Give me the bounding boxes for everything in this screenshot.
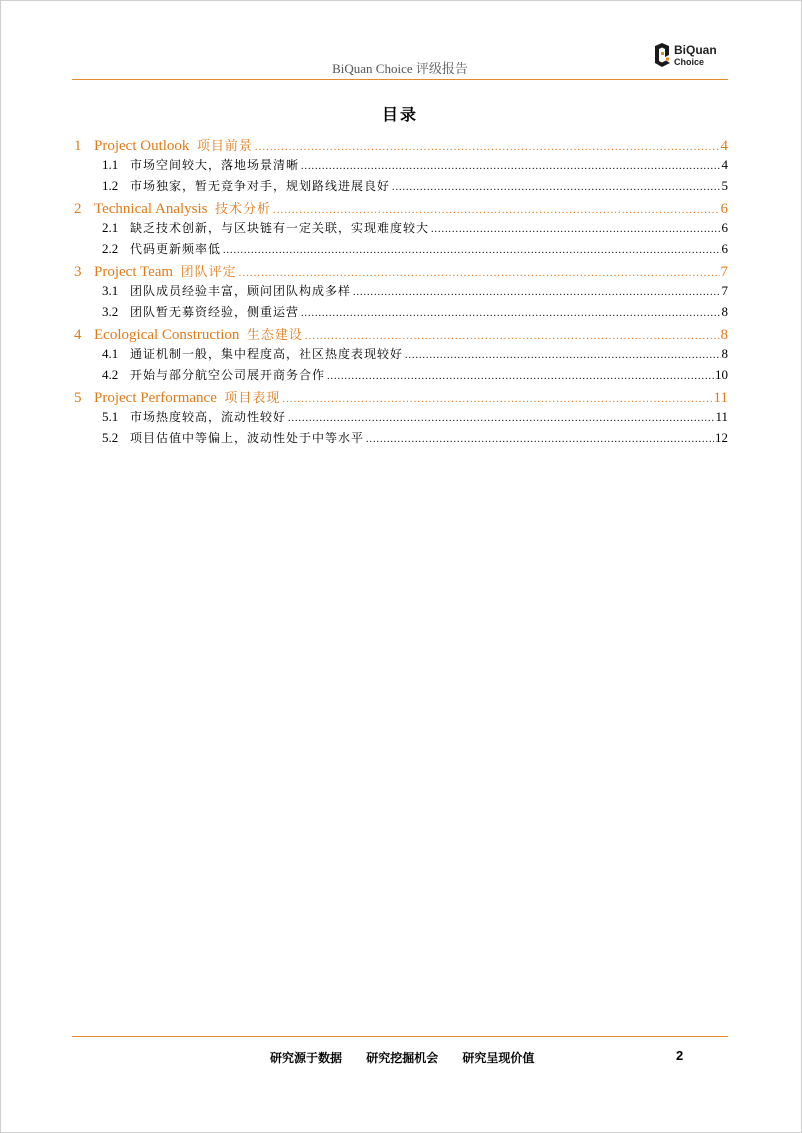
logo-text-biquan: BiQuan: [674, 43, 717, 57]
toc-entry-title: 代码更新频率低: [130, 242, 222, 256]
toc-entry-page: 6: [721, 241, 728, 256]
toc-entry-number: 3.2: [102, 304, 119, 319]
toc-entry-page: 4: [721, 157, 728, 172]
toc-entry-page: 8: [720, 327, 728, 343]
toc-entry-number: 4.1: [102, 346, 119, 361]
footer-slogans: [270, 1049, 554, 1066]
toc-leader-dots: [405, 350, 720, 361]
toc-entry-1-1[interactable]: [72, 156, 728, 177]
toc-leader-dots: [301, 308, 720, 319]
toc-entry-title: 团队成员经验丰富，顾问团队构成多样: [130, 284, 352, 298]
toc-entry-number: 3: [74, 264, 82, 280]
toc-entry-5-1[interactable]: [72, 408, 728, 429]
toc-leader-dots: [392, 182, 720, 193]
toc-entry-4-2[interactable]: [72, 366, 728, 387]
toc-entry-page: 6: [721, 220, 728, 235]
toc-entry-title: 缺乏技术创新，与区块链有一定关联，实现难度较大: [130, 221, 430, 235]
footer-slogan-2: 研究挖掘机会: [366, 1051, 439, 1065]
toc-entry-title: 项目估值中等偏上，波动性处于中等水平: [130, 431, 365, 445]
toc-entry-title: Ecological Construction 生态建设: [94, 327, 303, 343]
toc-entry-number: 1.1: [102, 157, 119, 172]
header-divider: [72, 79, 728, 80]
footer-divider: [72, 1036, 728, 1037]
toc-entry-page: 8: [721, 304, 728, 319]
footer-slogan-1: 研究源于数据: [270, 1051, 343, 1065]
toc-entry-title: 通证机制一般，集中程度高，社区热度表现较好: [130, 347, 404, 361]
toc-entry-4-1[interactable]: [72, 345, 728, 366]
toc-entry-3-2[interactable]: [72, 303, 728, 324]
toc-entry-page: 11: [715, 409, 728, 424]
toc-entry-3-1[interactable]: [72, 282, 728, 303]
toc-leader-dots: [301, 161, 720, 172]
toc-leader-dots: [239, 267, 720, 279]
toc-leader-dots: [223, 245, 720, 256]
toc-entry-page: 5: [721, 178, 728, 193]
toc-entry-2[interactable]: [72, 198, 728, 219]
toc-entry-title: Project Performance 项目表现: [94, 390, 281, 406]
toc-entry-page: 7: [721, 283, 728, 298]
toc-entry-page: 10: [715, 367, 728, 382]
toc-entry-title: 团队暂无募资经验，侧重运营: [130, 305, 300, 319]
toc-entry-number: 1: [74, 138, 82, 154]
toc-entry-title: 市场热度较高，流动性较好: [130, 410, 287, 424]
logo-text-choice: Choice: [674, 57, 705, 67]
toc-entry-page: 7: [720, 264, 728, 280]
toc-leader-dots: [288, 413, 714, 424]
toc-entry-title: 开始与部分航空公司展开商务合作: [130, 368, 326, 382]
toc-entry-5[interactable]: [72, 387, 728, 408]
toc-entry-page: 11: [713, 390, 728, 406]
toc-entry-title: Technical Analysis 技术分析: [94, 201, 272, 217]
toc-entry-number: 4.2: [102, 367, 119, 382]
toc-leader-dots: [305, 330, 720, 342]
toc-entry-4[interactable]: [72, 324, 728, 345]
biquan-logo: [651, 43, 731, 71]
toc-entry-page: 6: [720, 201, 728, 217]
toc-entry-title: 市场独家，暂无竞争对手，规划路线进展良好: [130, 179, 391, 193]
toc-entry-page: 4: [720, 138, 728, 154]
toc-entry-number: 5: [74, 390, 82, 406]
toc-leader-dots: [353, 287, 720, 298]
toc-entry-number: 4: [74, 327, 82, 343]
toc-leader-dots: [273, 204, 719, 216]
toc-entry-number: 5.1: [102, 409, 119, 424]
toc-entry-2-1[interactable]: [72, 219, 728, 240]
header-title: BiQuan Choice 评级报告: [332, 61, 468, 76]
toc-entry-3[interactable]: [72, 261, 728, 282]
toc-entry-1[interactable]: [72, 135, 728, 156]
toc-leader-dots: [282, 393, 712, 405]
toc-entry-title: Project Team 团队评定: [94, 264, 237, 280]
toc-leader-dots: [255, 141, 720, 153]
toc-entry-number: 2.1: [102, 220, 119, 235]
toc-title: 目录: [381, 105, 418, 124]
table-of-contents: [72, 135, 728, 450]
toc-entry-number: 3.1: [102, 283, 119, 298]
toc-entry-1-2[interactable]: [72, 177, 728, 198]
toc-leader-dots: [431, 224, 720, 235]
toc-entry-title: Project Outlook 项目前景: [94, 138, 253, 154]
toc-entry-2-2[interactable]: [72, 240, 728, 261]
biquan-logo-icon: [651, 43, 673, 69]
toc-leader-dots: [366, 434, 714, 445]
toc-entry-5-2[interactable]: [72, 429, 728, 450]
toc-entry-number: 1.2: [102, 178, 119, 193]
toc-entry-number: 2.2: [102, 241, 119, 256]
toc-entry-title: 市场空间较大，落地场景清晰: [130, 158, 300, 172]
toc-entry-page: 8: [721, 346, 728, 361]
toc-entry-page: 12: [715, 430, 728, 445]
toc-entry-number: 2: [74, 201, 82, 217]
page-number: 2: [676, 1048, 684, 1063]
toc-entry-number: 5.2: [102, 430, 119, 445]
footer-slogan-3: 研究呈现价值: [462, 1051, 535, 1065]
toc-leader-dots: [327, 371, 714, 382]
